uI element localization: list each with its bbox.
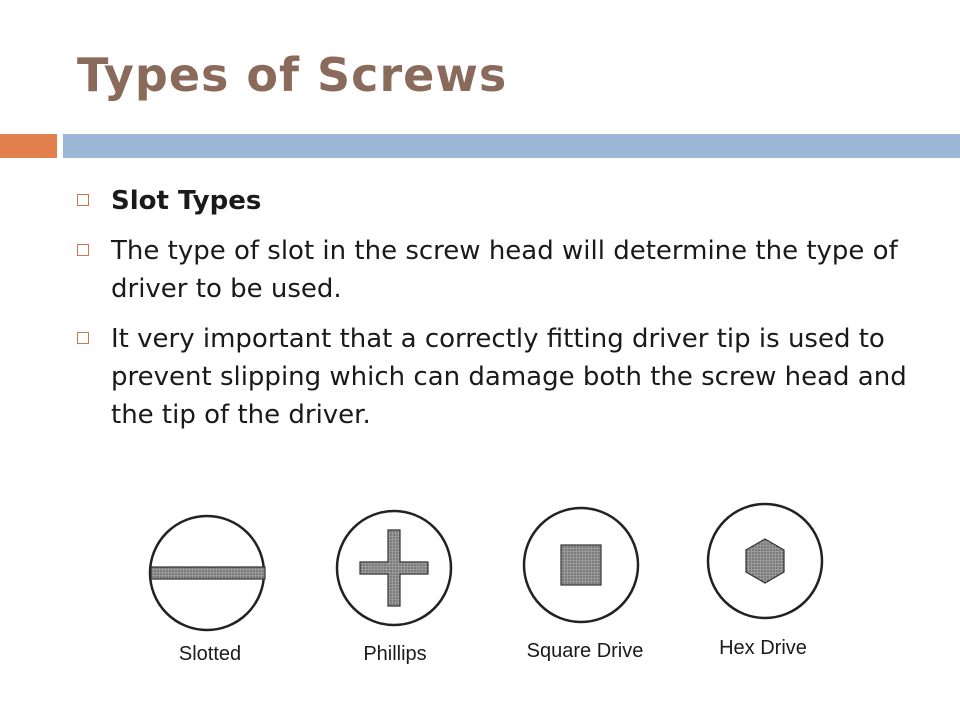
screw-label: Hex Drive — [719, 637, 807, 659]
square-bullet-icon — [77, 244, 89, 256]
phillips-screw-icon — [315, 495, 475, 645]
title-divider-bar — [63, 134, 960, 158]
screw-square-drive — [505, 495, 665, 685]
bullet-list — [77, 182, 947, 446]
slotted-screw-icon — [130, 495, 290, 645]
slide-title: Types of Screws — [77, 48, 508, 102]
screw-label: Slotted — [178, 643, 242, 665]
bullet-item-fitting-driver — [77, 320, 947, 434]
hex-drive-screw-icon — [683, 495, 843, 645]
screw-label: Phillips — [363, 643, 427, 665]
title-accent-bar — [0, 134, 57, 158]
square-bullet-icon — [77, 194, 89, 206]
screw-hex-drive — [683, 495, 843, 685]
screw-head-figure — [130, 495, 840, 695]
square-bullet-icon — [77, 332, 89, 344]
bullet-text: It very important that a correctly fitting driver tip is used to prevent slipping which can damage both the screw head and the tip of the driver. — [111, 324, 907, 430]
bullet-text: The type of slot in the screw head will determine the type of driver to be used. — [111, 236, 898, 304]
square-drive-screw-icon — [505, 495, 665, 645]
screw-phillips — [315, 495, 475, 685]
screw-slotted — [130, 495, 290, 685]
bullet-item-slot-types — [77, 182, 947, 220]
bullet-text: Slot Types — [111, 186, 262, 216]
screw-label: Square Drive — [526, 640, 644, 662]
bullet-item-slot-determines-driver — [77, 232, 947, 308]
